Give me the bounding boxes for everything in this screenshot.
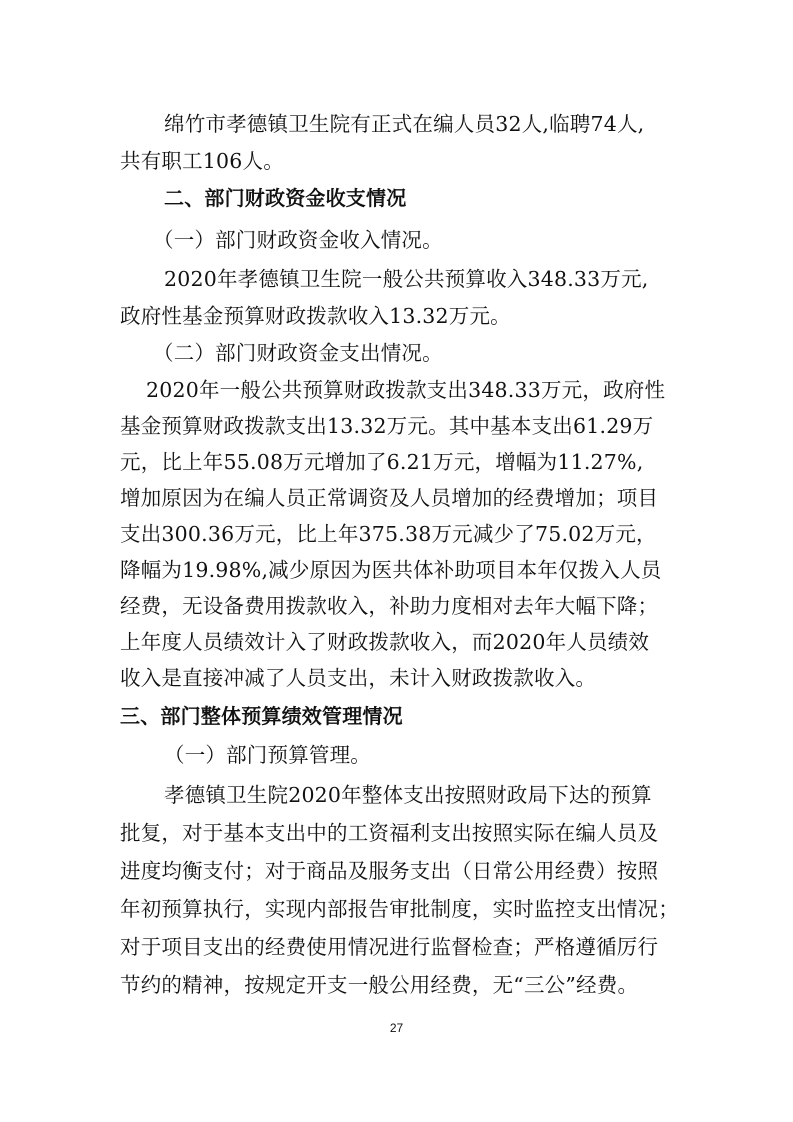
paragraph-line: 收入是直接冲减了人员支出，未计入财政拨款收入。 [120, 666, 597, 690]
paragraph-line: 节约的精神，按规定开支一般公用经费，无“三公”经费。 [120, 973, 639, 997]
paragraph-line: 孝德镇卫生院2020年整体支出按照财政局下达的预算 [164, 783, 652, 807]
paragraph-line: 增加原因为在编人员正常调资及人员增加的经费增加；项目 [120, 486, 659, 510]
subsection-heading: （二）部门财政资金支出情况。 [153, 341, 443, 365]
paragraph-line: 批复，对于基本支出中的工资福利支出按照实际在编人员及 [120, 821, 659, 845]
section-heading: 二、部门财政资金收支情况 [164, 186, 407, 210]
paragraph-line: 经费，无设备费用拨款收入，补助力度相对去年大幅下降； [120, 594, 659, 618]
subsection-heading: （一）部门财政资金收入情况。 [153, 228, 443, 252]
paragraph-line: 元，比上年55.08万元增加了6.21万元，增幅为11.27%, [120, 450, 644, 474]
paragraph-line: 进度均衡支付；对于商品及服务支出（日常公用经费）按照 [120, 859, 659, 883]
paragraph-line: 上年度人员绩效计入了财政拨款收入，而2020年人员绩效 [120, 630, 650, 654]
paragraph-line: 基金预算财政拨款支出13.32万元。其中基本支出61.29万 [120, 414, 654, 438]
paragraph-line: 2020年孝德镇卫生院一般公共预算收入348.33万元, [164, 267, 649, 291]
subsection-heading: （一）部门预算管理。 [164, 743, 371, 767]
paragraph-line: 支出300.36万元，比上年375.38万元减少了75.02万元， [120, 522, 657, 546]
page-number: 27 [389, 1021, 404, 1035]
paragraph-line: 对于项目支出的经费使用情况进行监督检查；严格遵循厉行 [120, 935, 659, 959]
paragraph-line: 共有职工106人。 [120, 149, 284, 173]
paragraph-line: 政府性基金预算财政拨款收入13.32万元。 [120, 304, 511, 328]
paragraph-line: 降幅为19.98%,减少原因为医共体补助项目本年仅拨入人员 [120, 558, 662, 582]
paragraph-line: 绵竹市孝德镇卫生院有正式在编人员32人,临聘74人, [164, 112, 645, 136]
paragraph-line: 2020年一般公共预算财政拨款支出348.33万元，政府性 [146, 378, 666, 402]
paragraph-line: 年初预算执行，实现内部报告审批制度，实时监控支出情况； [120, 897, 679, 921]
section-heading: 三、部门整体预算绩效管理情况 [120, 704, 403, 728]
